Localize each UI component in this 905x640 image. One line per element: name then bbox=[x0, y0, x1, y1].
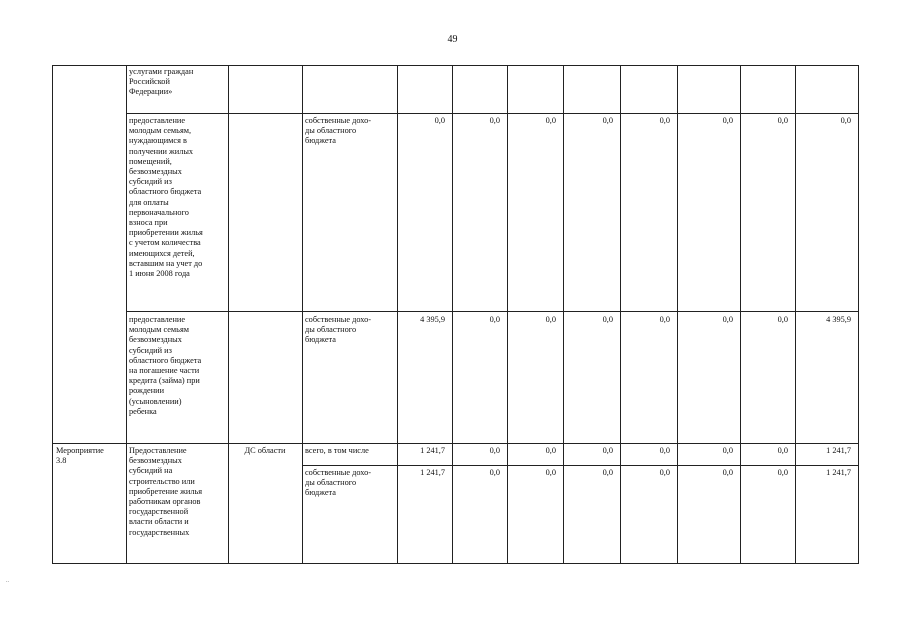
value-cell: 0,0 bbox=[602, 468, 613, 477]
value-cell: 0,0 bbox=[722, 446, 733, 455]
value-cell: 0,0 bbox=[659, 116, 670, 125]
value-cell: 0,0 bbox=[602, 116, 613, 125]
table-rule-vertical bbox=[507, 65, 508, 564]
table-rule-vertical bbox=[620, 65, 621, 564]
value-cell: 0,0 bbox=[722, 315, 733, 324]
funding-source-cell: собственные дохо- ды областного бюджета bbox=[305, 468, 372, 498]
value-cell: 0,0 bbox=[545, 446, 556, 455]
value-cell: 0,0 bbox=[545, 116, 556, 125]
value-cell: 0,0 bbox=[722, 468, 733, 477]
funding-source-cell: собственные дохо- ды областного бюджета bbox=[305, 116, 372, 146]
funding-source-cell: всего, в том числе bbox=[305, 446, 369, 455]
value-cell: 0,0 bbox=[777, 116, 788, 125]
value-cell: 0,0 bbox=[659, 315, 670, 324]
table-rule-vertical bbox=[563, 65, 564, 564]
description-cell: предоставление молодым семьям, нуждающимся в получении жилых помещений, безвозмездных субсидий из областного бюджета для оплаты первоначального взноса при приобретении жилья с учетом количества имеющихся детей, вставшим на учет до 1 июня 2008 года bbox=[129, 116, 203, 279]
table-rule-vertical bbox=[795, 65, 796, 564]
measure-cell: Мероприятие 3.8 bbox=[56, 446, 104, 466]
value-cell: 0,0 bbox=[659, 446, 670, 455]
executor-cell: ДС области bbox=[244, 446, 286, 455]
table-rule-vertical bbox=[126, 65, 127, 564]
table-rule-horizontal bbox=[52, 563, 859, 564]
value-cell: 1 241,7 bbox=[826, 446, 851, 455]
table-rule-horizontal bbox=[126, 113, 858, 114]
table-rule-horizontal bbox=[52, 443, 858, 444]
value-cell: 0,0 bbox=[602, 315, 613, 324]
table-rule-vertical bbox=[397, 65, 398, 564]
table-rule-vertical bbox=[740, 65, 741, 564]
table-rule-vertical bbox=[677, 65, 678, 564]
value-cell: 0,0 bbox=[840, 116, 851, 125]
table-rule-horizontal bbox=[302, 465, 858, 466]
value-cell: 0,0 bbox=[489, 116, 500, 125]
page-number: 49 bbox=[447, 34, 458, 45]
value-cell: 0,0 bbox=[777, 315, 788, 324]
value-cell: 0,0 bbox=[602, 446, 613, 455]
value-cell: 0,0 bbox=[545, 468, 556, 477]
value-cell: 4 395,9 bbox=[826, 315, 851, 324]
table-rule-vertical bbox=[52, 65, 53, 564]
value-cell: 0,0 bbox=[434, 116, 445, 125]
table-rule-horizontal bbox=[52, 65, 858, 66]
value-cell: 0,0 bbox=[489, 315, 500, 324]
value-cell: 1 241,7 bbox=[420, 468, 445, 477]
value-cell: 1 241,7 bbox=[826, 468, 851, 477]
description-cell: услугами граждан Российской Федерации» bbox=[129, 67, 194, 97]
margin-mark: .. bbox=[6, 578, 9, 584]
value-cell: 0,0 bbox=[722, 116, 733, 125]
table-rule-vertical bbox=[302, 65, 303, 564]
value-cell: 0,0 bbox=[777, 468, 788, 477]
value-cell: 0,0 bbox=[777, 446, 788, 455]
value-cell: 0,0 bbox=[489, 468, 500, 477]
table-rule-vertical bbox=[452, 65, 453, 564]
description-cell: Предоставление безвозмездных субсидий на строительство или приобретение жилья работникам органов государственной власти области и государственных bbox=[129, 446, 203, 537]
table-rule-horizontal bbox=[126, 311, 858, 312]
value-cell: 1 241,7 bbox=[420, 446, 445, 455]
funding-source-cell: собственные дохо- ды областного бюджета bbox=[305, 315, 372, 345]
value-cell: 0,0 bbox=[545, 315, 556, 324]
table-rule-vertical bbox=[858, 65, 859, 564]
value-cell: 0,0 bbox=[659, 468, 670, 477]
description-cell: предоставление молодым семьям безвозмездных субсидий из областного бюджета на погашение части кредита (займа) при рождении (усыновлении) ребенка bbox=[129, 315, 202, 416]
value-cell: 4 395,9 bbox=[420, 315, 445, 324]
budget-table bbox=[52, 65, 858, 563]
value-cell: 0,0 bbox=[489, 446, 500, 455]
